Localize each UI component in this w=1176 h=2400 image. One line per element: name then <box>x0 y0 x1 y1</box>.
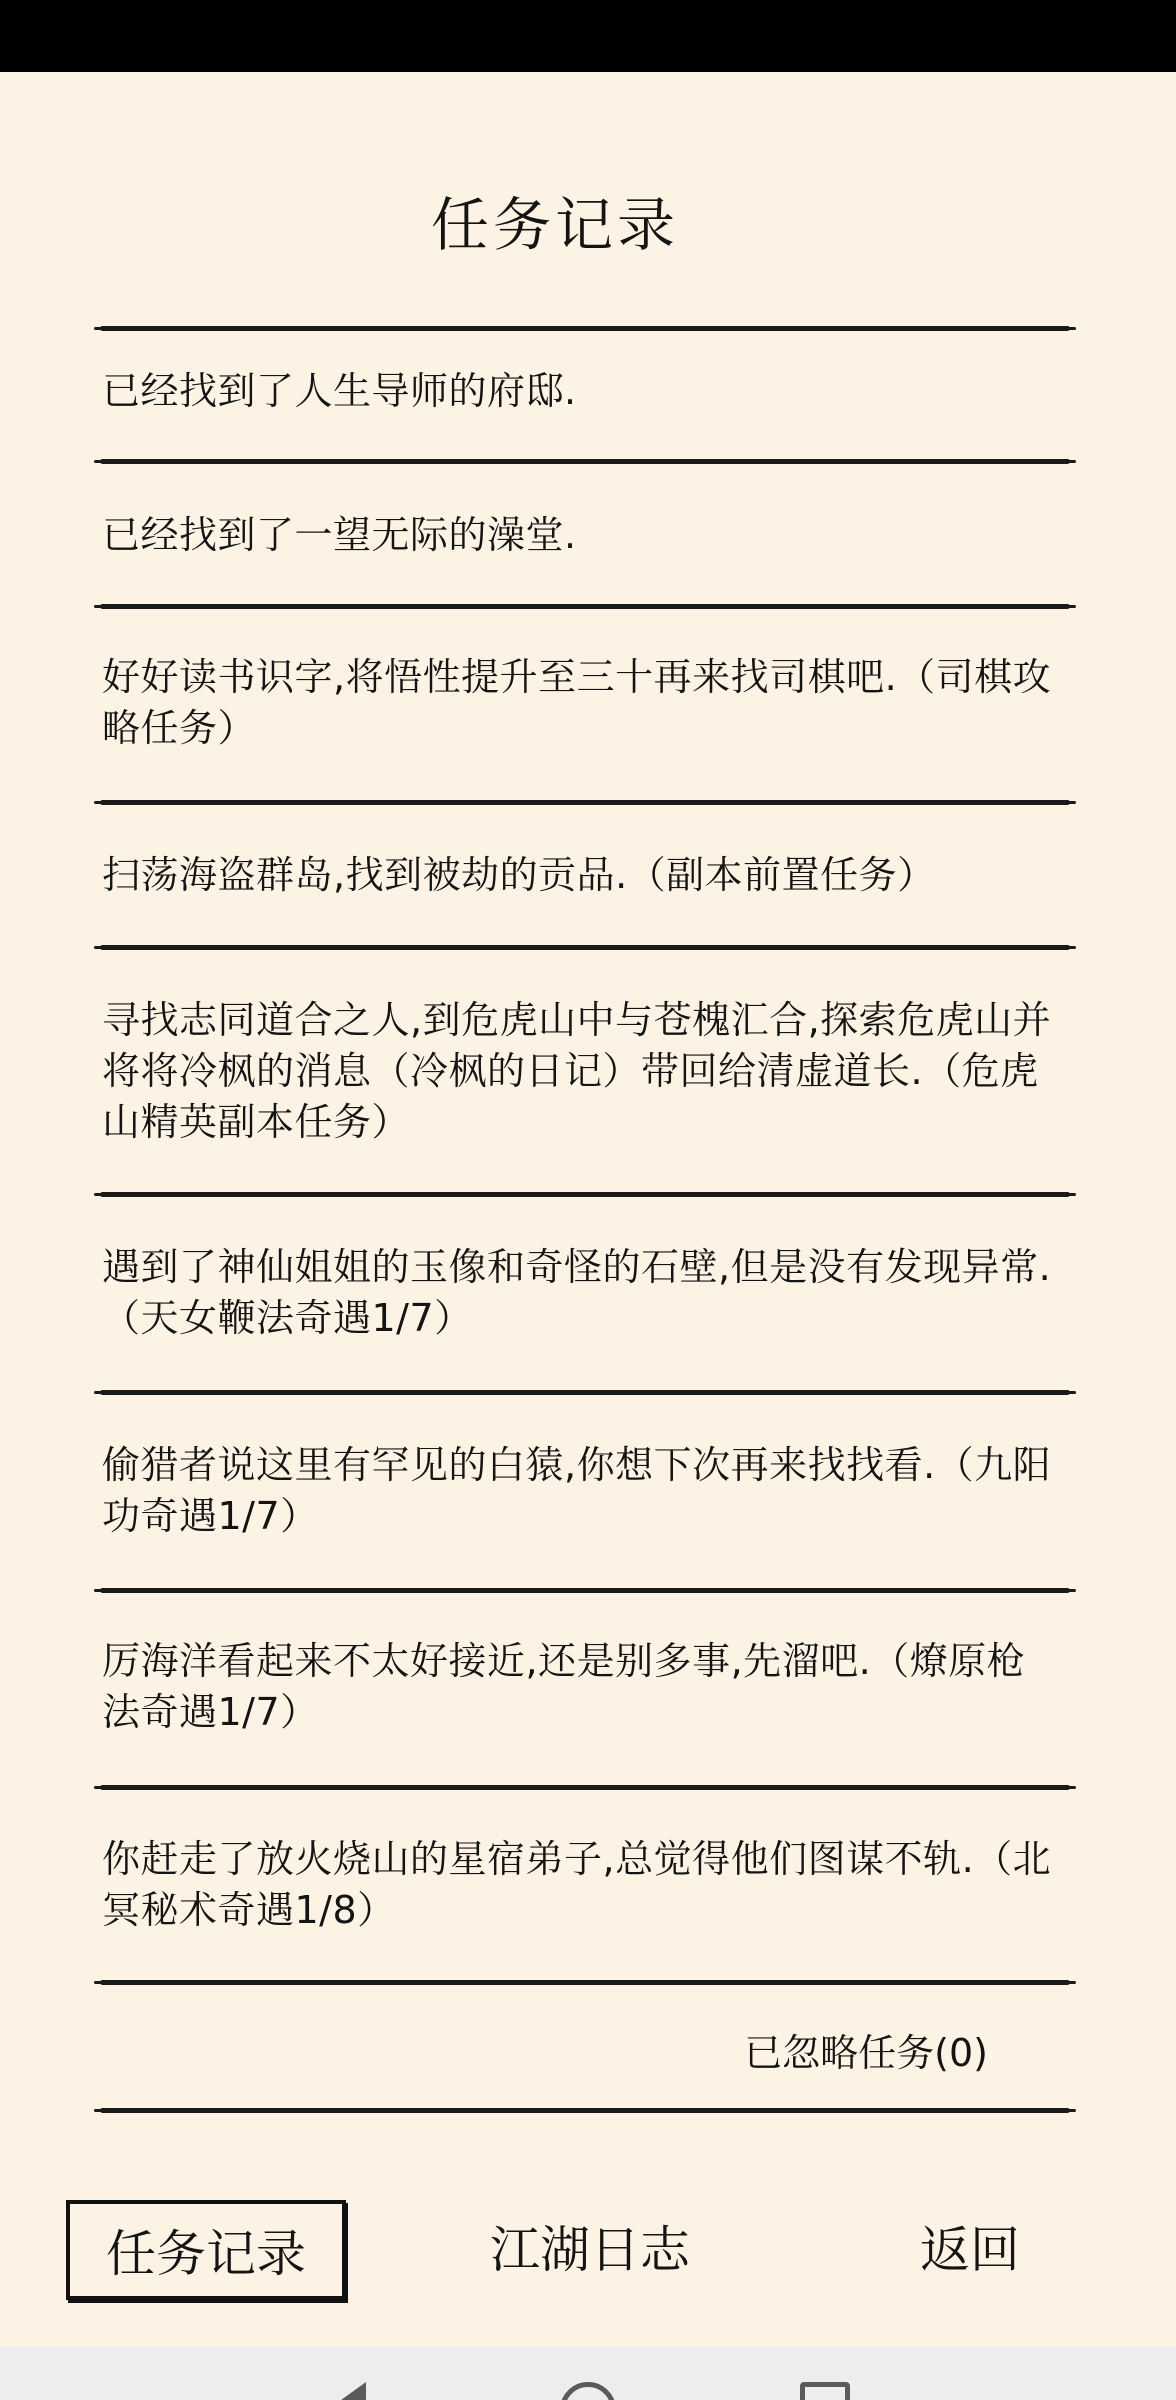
divider <box>100 1588 1070 1593</box>
triangle-back-icon[interactable] <box>330 2382 366 2400</box>
divider <box>100 1192 1070 1197</box>
divider <box>100 459 1070 464</box>
divider <box>100 1785 1070 1790</box>
divider <box>100 1390 1070 1395</box>
divider <box>100 326 1070 331</box>
divider <box>100 2108 1070 2113</box>
divider <box>100 1980 1070 1985</box>
task-item: 已经找到了一望无际的澡堂. <box>102 513 577 557</box>
tab-jianghu-journal[interactable]: 江湖日志 <box>490 2221 690 2279</box>
task-item: 偷猎者说这里有罕见的白猿,你想下次再来找找看.（九阳功奇遇1/7） <box>102 1443 1052 1538</box>
divider <box>100 604 1070 609</box>
back-button[interactable]: 返回 <box>920 2221 1020 2279</box>
square-recent-icon[interactable] <box>800 2382 850 2400</box>
status-bar <box>0 0 1176 72</box>
divider <box>100 800 1070 805</box>
task-item: 遇到了神仙姐姐的玉像和奇怪的石壁,但是没有发现异常.（天女鞭法奇遇1/7） <box>102 1245 1052 1340</box>
tab-bar <box>0 2200 1176 2310</box>
task-item: 扫荡海盗群岛,找到被劫的贡品.（副本前置任务） <box>102 853 936 897</box>
task-item: 寻找志同道合之人,到危虎山中与苍槐汇合,探索危虎山并将将冷枫的消息（冷枫的日记）带回给清虚道长.（危虎山精英副本任务） <box>102 998 1052 1144</box>
tab-task-records[interactable]: 任务记录 <box>66 2200 346 2300</box>
task-item: 你赶走了放火烧山的星宿弟子,总觉得他们图谋不轨.（北冥秘术奇遇1/8） <box>102 1837 1052 1932</box>
ignored-tasks-link[interactable]: 已忽略任务(0) <box>744 2031 988 2075</box>
page-title: 任务记录 <box>430 191 679 259</box>
task-item: 已经找到了人生导师的府邸. <box>102 369 577 413</box>
task-item: 好好读书识字,将悟性提升至三十再来找司棋吧.（司棋攻略任务） <box>102 655 1052 750</box>
circle-home-icon[interactable] <box>560 2382 616 2400</box>
divider <box>100 945 1070 950</box>
system-nav-bar <box>0 2346 1176 2400</box>
task-item: 厉海洋看起来不太好接近,还是别多事,先溜吧.（燎原枪法奇遇1/7） <box>102 1639 1026 1734</box>
